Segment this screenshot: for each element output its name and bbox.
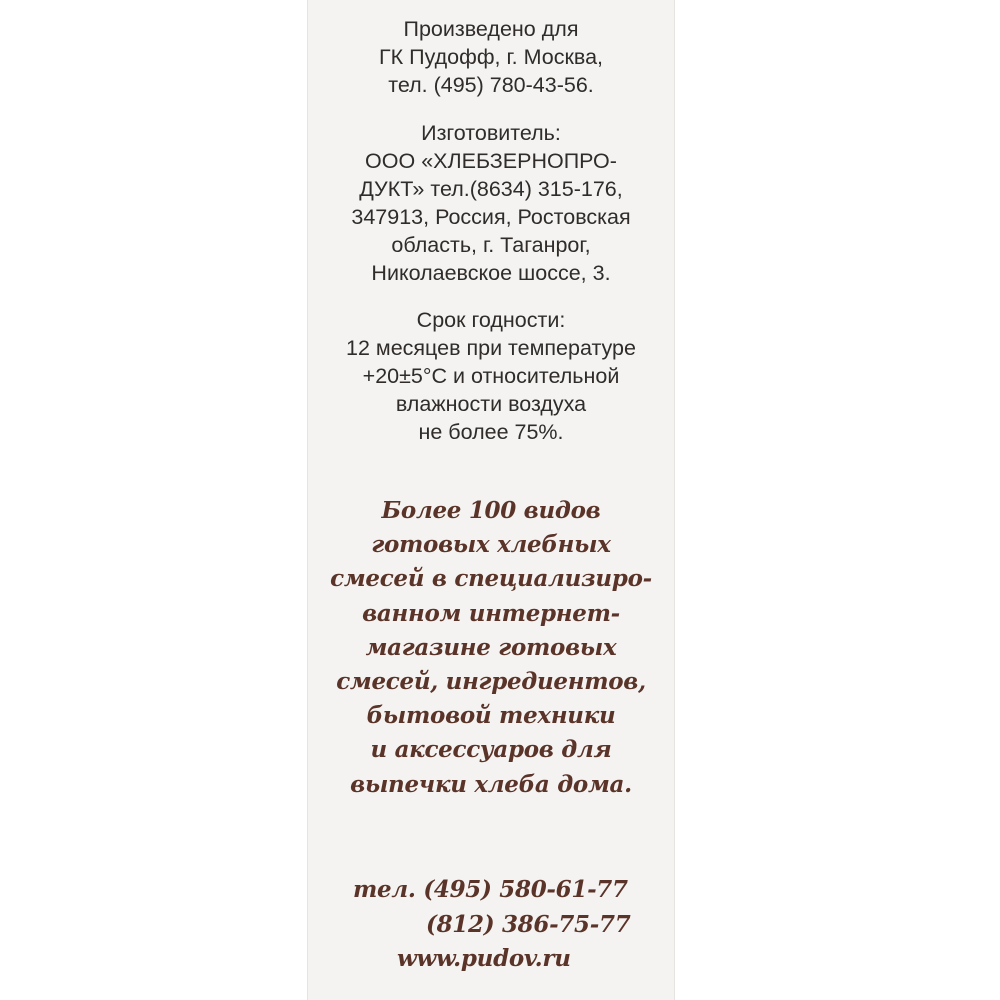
manufacturer-line: 347913, Россия, Ростовская	[351, 205, 631, 229]
promo-line: готовых хлебных	[371, 531, 611, 559]
manufacturer-info	[307, 119, 675, 287]
promo-line: выпечки хлеба дома.	[350, 770, 632, 798]
manufacturer-line: Николаевское шоссе, 3.	[371, 261, 611, 285]
promo-line: ванном интернет-	[362, 599, 620, 627]
shelf-life-line: не более 75%.	[418, 420, 564, 444]
shelf-life-info	[307, 306, 675, 446]
promo-line: бытовой техники	[366, 702, 616, 730]
shelf-life-line: 12 месяцев при температуре	[346, 336, 636, 360]
manufacturer-line: Изготовитель:	[421, 121, 561, 145]
shelf-life-line: +20±5°С и относительной	[362, 364, 620, 388]
manufacturer-line: ДУКТ» тел.(8634) 315-176,	[359, 177, 623, 201]
promo-text	[307, 494, 675, 802]
producer-line: тел. (495) 780-43-56.	[388, 73, 594, 97]
phone-spb: (812) 386-75-77	[426, 910, 631, 938]
promo-line: Более 100 видов	[381, 497, 601, 524]
promo-line: смесей, ингредиентов,	[336, 668, 646, 696]
promo-line: и аксессуаров для	[370, 736, 612, 764]
contact-info	[307, 873, 675, 977]
producer-info	[307, 15, 675, 99]
promo-line: смесей в специализиро-	[330, 565, 652, 593]
manufacturer-line: ООО «ХЛЕБЗЕРНОПРО-	[365, 149, 617, 173]
producer-line: ГК Пудофф, г. Москва,	[379, 45, 603, 69]
package-side-panel	[307, 0, 675, 1000]
manufacturer-line: область, г. Таганрог,	[391, 233, 591, 257]
shelf-life-line: Срок годности:	[416, 308, 566, 332]
website-url: www.pudov.ru	[397, 945, 571, 972]
producer-line: Произведено для	[403, 17, 579, 41]
shelf-life-line: влажности воздуха	[395, 392, 587, 416]
phone-moscow: тел. (495) 580-61-77	[353, 876, 628, 903]
promo-line: магазине готовых	[365, 633, 617, 661]
